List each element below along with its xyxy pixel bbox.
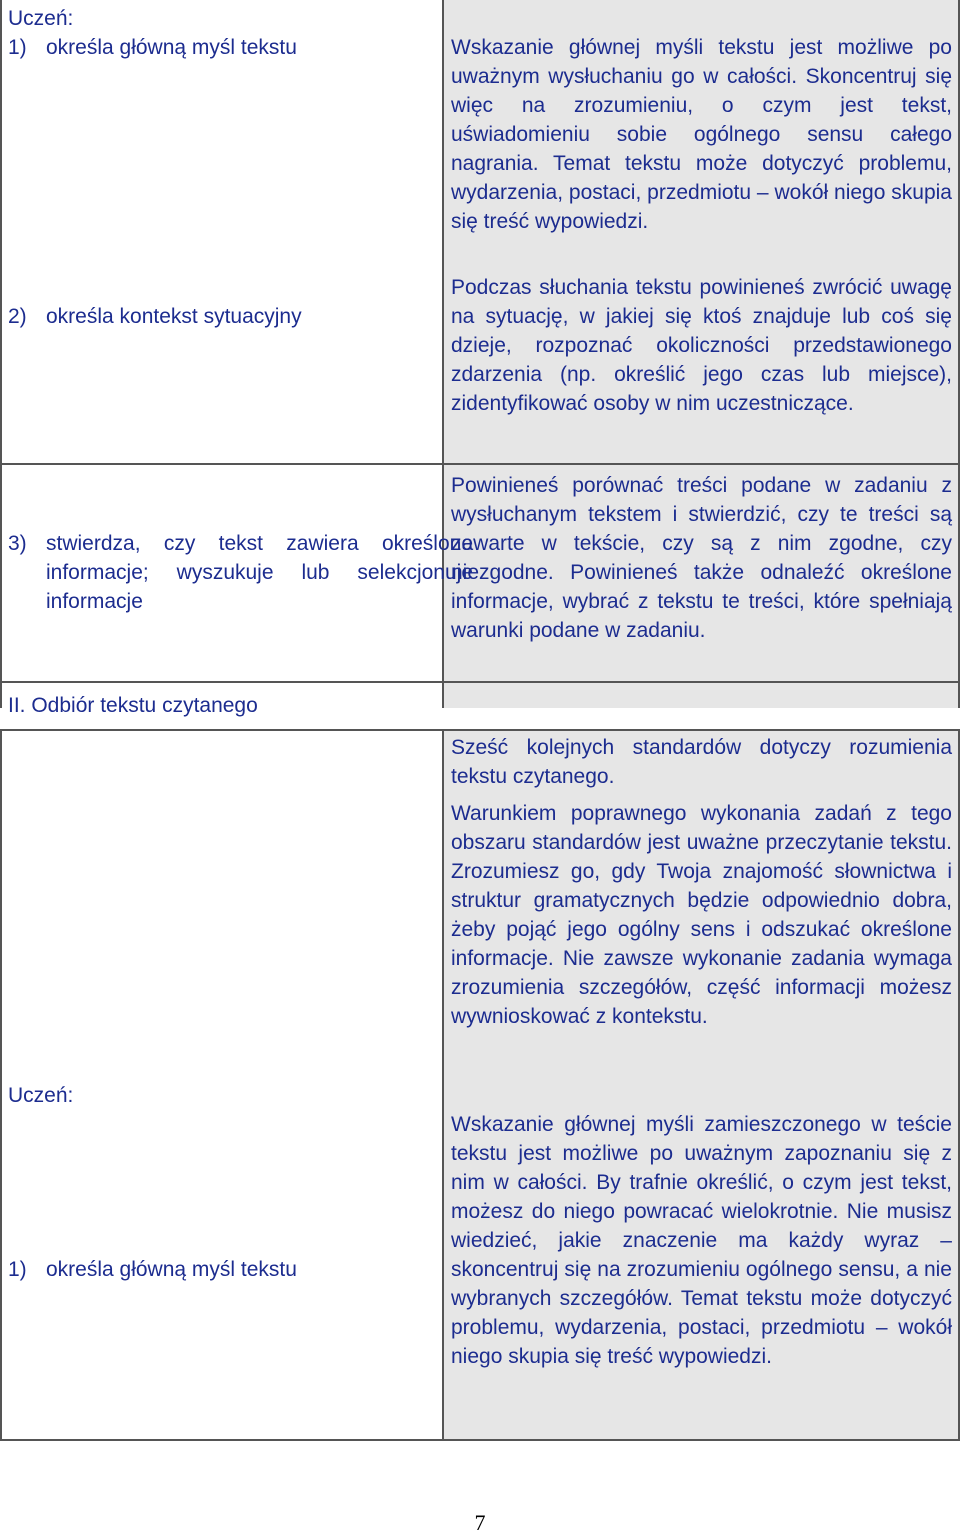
skill-row-2 (8, 302, 473, 331)
skill-row-3 (8, 529, 473, 616)
advice-row-2: Podczas słuchania tekstu powinieneś zwrócić uwagę na sytuację, w jakiej się ktoś znajduje lub coś się dzieje, rozpoznać okoliczności przedstawionego zdarzenia (np. określić jego czas lub miejsce), zidentyfikować osoby w nim uczestniczące. (451, 276, 952, 415)
intro-paragraph-1: Sześć kolejnych standardów dotyczy rozumienia tekstu czytanego. (451, 736, 952, 788)
table-border-section1-bottom (0, 681, 960, 683)
skill-number: 1) (8, 1258, 27, 1281)
advice-row-3: Powinieneś porównać treści podane w zadaniu z wysłuchanym tekstem i stwierdzić, czy te treści są zawarte w tekście, czy są z nim zgodne, czy niezgodne. Powinieneś także odnaleźć określone informacje, wybrać z tekstu te treści, które spełniają warunki podane w zadaniu. (451, 474, 952, 642)
page-number: 7 (474, 1510, 486, 1535)
uczen-label-2: Uczeń: (8, 1084, 74, 1107)
section-2-intro (451, 733, 952, 1031)
table-border-left-top (0, 0, 2, 708)
skill-text: określa główną myśl tekstu (46, 1258, 297, 1281)
table-border-section2-top (0, 729, 960, 731)
table-border-section2-bottom (0, 1439, 960, 1441)
skill-text: stwierdza, czy tekst zawiera określone informacje; wyszukuje lub selekcjonuje informacje (46, 532, 473, 613)
skill-number: 3) (8, 532, 27, 555)
uczen-label-1: Uczeń: (8, 7, 74, 30)
skill-row-1 (8, 33, 473, 62)
skill-row-4 (8, 1255, 473, 1284)
intro-paragraph-2: Warunkiem poprawnego wykonania zadań z tego obszaru standardów jest uważne przeczytanie tekstu. Zrozumiesz go, gdy Twoja znajomość słownictwa i struktur gramatycznych będzie odpowiednio dobra, żeby pojąć jego ogólny sens i odszukać określone informacje. Nie zawsze wykonanie zadania wymaga zrozumienia szczegółów, część informacji możesz wywnioskować z kontekstu. (451, 802, 952, 1028)
advice-row-4: Wskazanie głównej myśli zamieszczonego w teście tekstu jest możliwe po uważnym zapoznaniu się z nim w całości. By trafnie określić, o czym jest tekst, możesz do niego powracać wielokrotnie. Nie musisz wiedzieć, jakie znaczenie ma każdy wyraz – skoncentruj się na zrozumieniu ogólnego sensu, a nie wybranych szczegółów. Temat tekstu może dotyczyć problemu, wydarzenia, postaci, przedmiotu – wokół niego skupia się treść wypowiedzi. (451, 1113, 952, 1368)
table-border-middle-bottom (442, 729, 444, 1440)
skill-text: określa kontekst sytuacyjny (46, 305, 302, 328)
advice-row-1: Wskazanie głównej myśli tekstu jest możliwe po uważnym wysłuchaniu go w całości. Skoncentruj się więc na zrozumieniu, o czym jest tekst, uświadomieniu sobie ogólnego sensu całego nagrania. Temat tekstu może dotyczyć problemu, wydarzenia, postaci, przedmiotu – wokół niego skupia się treść wypowiedzi. (451, 36, 952, 233)
table-border-row3-top (0, 463, 960, 465)
table-border-left-bottom (0, 729, 2, 1440)
skill-number: 2) (8, 305, 27, 328)
section-2-heading: II. Odbiór tekstu czytanego (8, 694, 258, 717)
skill-text: określa główną myśl tekstu (46, 36, 297, 59)
skill-number: 1) (8, 36, 27, 59)
